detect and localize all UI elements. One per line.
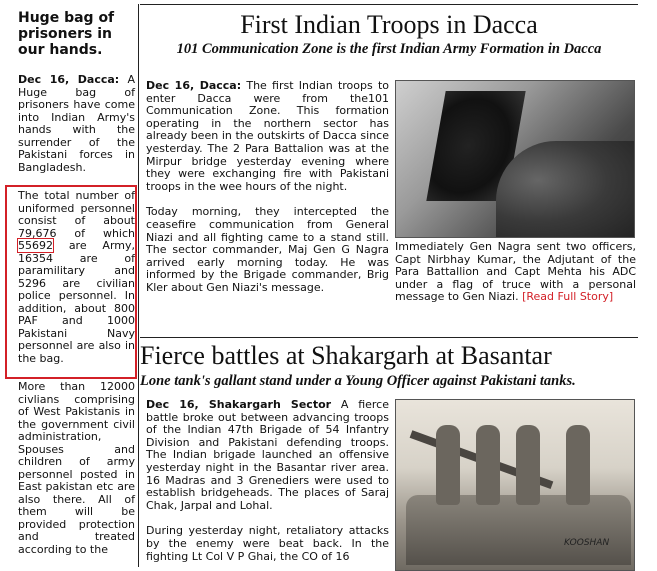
troops-flag-photo bbox=[395, 80, 635, 238]
story1-body bbox=[146, 80, 389, 295]
story1-title: First Indian Troops in Dacca bbox=[240, 10, 538, 39]
highlighted-number: 55692 bbox=[18, 239, 53, 252]
top-rule bbox=[140, 4, 638, 5]
story2-subtitle: Lone tank's gallant stand under a Young Officer against Pakistani tanks. bbox=[140, 373, 576, 389]
sidebar-paragraph-1-body: A Huge bag of prisoners have come into Indian Army's hands with the surrender of the Pakistani forces in Bangladesh. bbox=[18, 73, 135, 174]
story1-caption-text: Immediately Gen Nagra sent two officers, Capt Nirbhay Kumar, the Adjutant of the Para Battallion and Capt Mehta his ADC under a flag of truce with a personal message to Gen Niazi. bbox=[395, 240, 636, 304]
officer-figure bbox=[516, 425, 540, 505]
tank-shape bbox=[406, 495, 631, 565]
story2-paragraph-2: During yesterday night, retaliatory attacks by the enemy were beat back. In the fighting Lt Col V P Ghai, the CO of 16 bbox=[146, 524, 389, 563]
story1-paragraph-1 bbox=[146, 80, 389, 193]
story2-body bbox=[146, 399, 389, 563]
sidebar-paragraph-3: More than 12000 civlians comprising of West Pakistanis in the government civil administration, Spouses and children of army personnel posted in East pakistan etc are also there. All of them will be provided protection and treated according to the bbox=[18, 380, 135, 556]
story1-paragraph-2: Today morning, they intercepted the ceasefire communication from General Niazi and all fighting came to a stand still. The sector commander, Maj Gen G Nagra arrived early morning today. He was informed by the Brigade commander, Brig Kler about Gen Niazi's message. bbox=[146, 205, 389, 294]
read-full-story-link[interactable]: [Read Full Story] bbox=[522, 290, 614, 304]
officer-figure bbox=[436, 425, 460, 505]
tank-marking: KOOSHAN bbox=[564, 538, 610, 548]
officer-figure bbox=[476, 425, 500, 505]
story2-dateline: Dec 16, Shakargarh Sector bbox=[146, 398, 332, 411]
soldiers-group-shape bbox=[496, 141, 635, 238]
highlight-box bbox=[5, 185, 137, 379]
sidebar-paragraph-2-text-b: are Army, 16354 are of paramilitary and 5296 are civilian police personnel. In addition, about 800 PAF and 1000 Pakistani Navy personnel are also in the bag. bbox=[18, 239, 135, 365]
story2-paragraph-1-text: A fierce battle broke out between advancing troops of the Indian 47th Brigade of 54 Infantry Division and Pakistani defending troops. The Indian brigade launched an offensive yesterday night in the Basantar river area. 16 Madras and 3 Grenediers were used to establish bridgeheads. The places of Saraj Chak, Jarpal and Lohal. bbox=[146, 398, 389, 512]
story1-caption bbox=[395, 241, 636, 304]
tank-crew-photo bbox=[395, 399, 635, 571]
sidebar-dateline: Dec 16, Dacca: bbox=[18, 73, 120, 86]
story2-title: Fierce battles at Shakargarh at Basantar bbox=[140, 341, 552, 370]
story1-subtitle: 101 Communication Zone is the first Indian Army Formation in Dacca bbox=[176, 41, 602, 57]
sidebar-paragraph-2-text-a: The total number of uniformed personnel consist of about 79,676 of which bbox=[18, 189, 135, 240]
sidebar-paragraph-1 bbox=[8, 74, 138, 174]
officer-figure bbox=[566, 425, 590, 505]
story1-dateline: Dec 16, Dacca: bbox=[146, 79, 242, 92]
section-rule bbox=[140, 337, 638, 338]
story1-paragraph-1-text: The first Indian troops to enter Dacca were from the101 Communication Zone. This formation operating in the northern sector has already been in the outskirts of Dacca since yesterday. The 2 Para Battalion was at the Mirpur bridge yesterday evening where they were exchanging fire with Pakistani troops in the wee hours of the night. bbox=[146, 79, 389, 193]
main-column bbox=[140, 4, 638, 567]
story2-paragraph-1 bbox=[146, 399, 389, 512]
sidebar-headline: Huge bag of prisoners in our hands. bbox=[18, 10, 115, 58]
